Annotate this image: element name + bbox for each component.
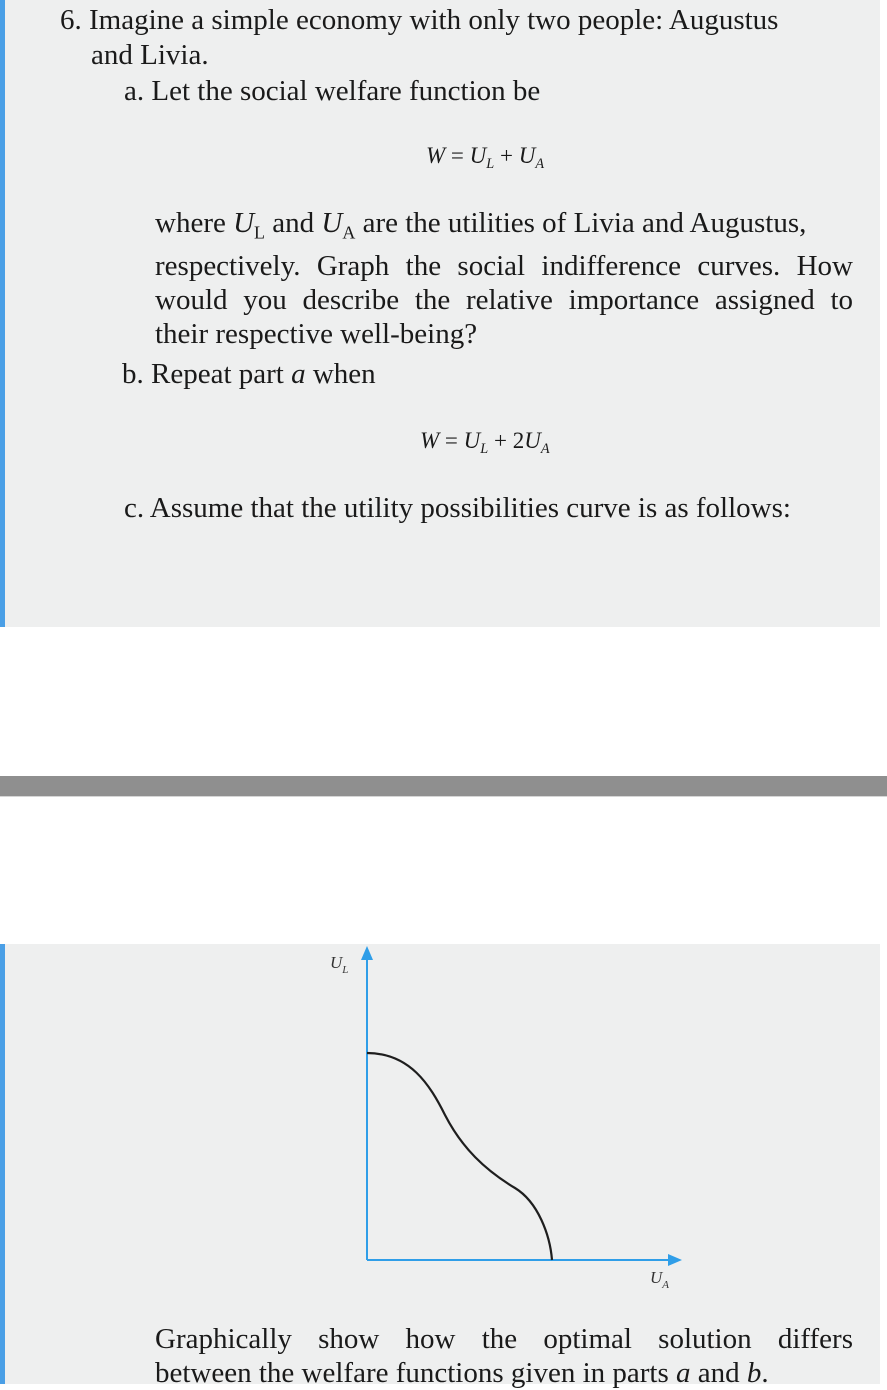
part-a-label: a.: [124, 75, 145, 107]
desc-sub-l: L: [254, 222, 266, 243]
eq-b-coef: 2: [512, 428, 525, 453]
desc-where: where: [155, 207, 226, 239]
y-axis-arrow-icon: [361, 946, 373, 960]
conclusion-and: and: [697, 1357, 740, 1389]
eq-b-sub-l: L: [480, 440, 489, 457]
part-c-text: Assume that the utility possibilities curve is as follows:: [149, 492, 791, 524]
part-b-heading: [122, 357, 376, 391]
problem-number: 6.: [60, 4, 82, 36]
conclusion-italic-b: b: [746, 1357, 762, 1389]
page-separator: [0, 776, 887, 797]
utility-possibilities-graph: [300, 940, 700, 1300]
conclusion-line2: [155, 1356, 769, 1390]
eq-b-equals: =: [444, 428, 458, 453]
eq-b-sub-a: A: [540, 440, 550, 457]
conclusion-text: between the welfare functions given in parts: [155, 1357, 669, 1389]
eq-a-equals: =: [450, 143, 464, 168]
eq-a-sub-a: A: [535, 155, 545, 172]
conclusion-line1: Graphically show how the optimal solution differs: [155, 1323, 853, 1355]
part-b-text-before: Repeat part: [151, 358, 284, 390]
eq-b-u1: U: [463, 428, 481, 453]
problem-intro-text: Imagine a simple economy with only two people: Augustus: [89, 4, 779, 36]
eq-b-u2: U: [524, 428, 541, 453]
eq-a-u2: U: [518, 143, 536, 168]
eq-a-w: W: [426, 143, 446, 168]
problem-intro-line1: [60, 3, 778, 37]
problem-intro-line2: and Livia.: [91, 39, 209, 71]
part-b-italic-a: a: [291, 358, 306, 390]
eq-a-sub-l: L: [486, 155, 495, 172]
desc-and: and: [272, 207, 315, 239]
desc-u-a: U: [321, 207, 343, 239]
part-c-label: c.: [124, 492, 145, 524]
part-c-heading: [124, 491, 791, 525]
y-axis-label: $U_L$: [330, 953, 349, 976]
part-a-heading: [124, 74, 540, 108]
part-a-desc-line1: [155, 206, 807, 243]
x-axis-label: $U_A$: [650, 1268, 670, 1291]
eq-a-plus: +: [499, 143, 513, 168]
part-b-text-after: when: [312, 358, 376, 390]
eq-b-w: W: [420, 428, 440, 453]
x-axis-arrow-icon: [668, 1254, 682, 1266]
desc-u-l: U: [233, 207, 255, 239]
eq-b-plus: +: [493, 428, 507, 453]
desc-sub-a: A: [342, 222, 356, 243]
desc-rest-line1: are the utilities of Livia and Augustus,: [362, 207, 807, 239]
part-a-desc-rest: respectively. Graph the social indifference curves. How would you describe the relative importance assigned to their respective well-being?: [155, 250, 853, 350]
part-b-label: b.: [122, 358, 144, 390]
conclusion-period: .: [761, 1357, 769, 1389]
part-a-text: Let the social welfare function be: [151, 75, 541, 107]
eq-a-u1: U: [469, 143, 487, 168]
equation-a: [426, 143, 545, 172]
question-panel: [0, 0, 880, 627]
conclusion-italic-a: a: [676, 1357, 691, 1389]
left-accent-bar: [0, 0, 5, 627]
equation-b: [420, 428, 550, 457]
left-accent-bar-bottom: [0, 944, 5, 1384]
utility-possibilities-curve: [367, 1053, 552, 1260]
